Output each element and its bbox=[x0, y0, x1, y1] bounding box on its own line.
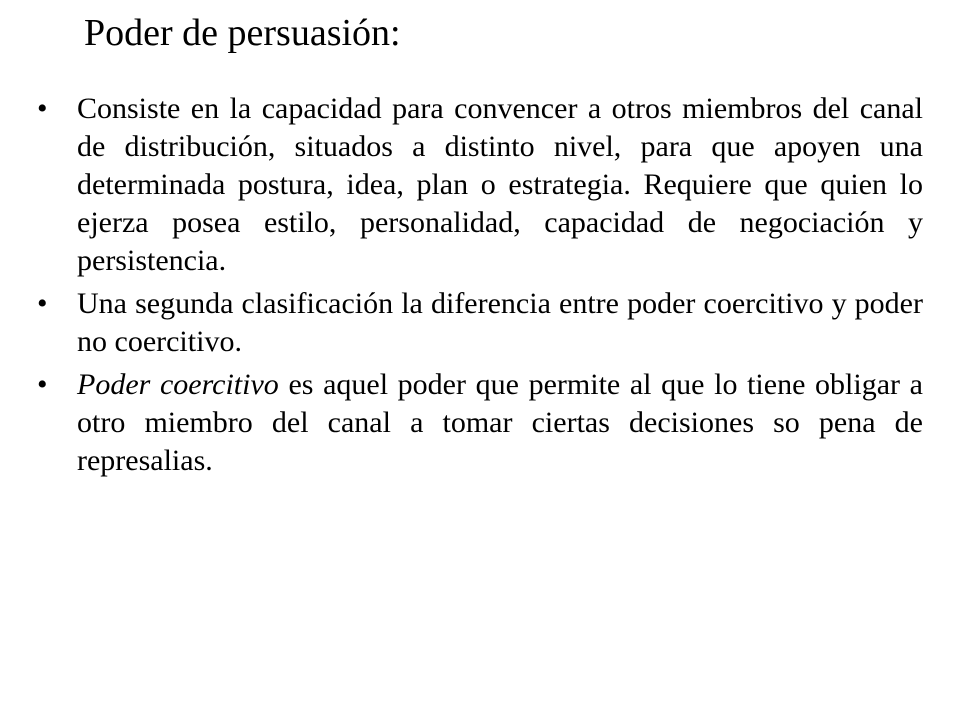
bullet-icon: • bbox=[37, 92, 48, 125]
bullet-text: es aquel poder que permite al que lo tiene obligar a otro miembro del canal a tomar ciertas decisiones so pena de represalias. bbox=[77, 368, 923, 477]
bullet-item-coercive-power bbox=[0, 366, 960, 480]
bullet-item-second-classification bbox=[0, 285, 960, 361]
bullet-text-container bbox=[77, 366, 923, 480]
bullet-item-persuasion-definition bbox=[0, 90, 960, 280]
bullet-icon: • bbox=[37, 287, 48, 320]
slide-title: Poder de persuasión: bbox=[84, 12, 401, 54]
bullet-text: Una segunda clasificación la diferencia entre poder coercitivo y poder no coercitivo. bbox=[77, 287, 923, 358]
bullet-italic-term: Poder coercitivo bbox=[77, 368, 279, 401]
bullet-list bbox=[0, 90, 960, 485]
bullet-icon: • bbox=[37, 368, 48, 401]
bullet-text: Consiste en la capacidad para convencer a otros miembros del canal de distribución, situados a distinto nivel, para que apoyen una determinada postura, idea, plan o estrategia. Requiere que quien lo ejerza posea estilo, personalidad, capacidad de negociación y persistencia. bbox=[77, 92, 923, 277]
